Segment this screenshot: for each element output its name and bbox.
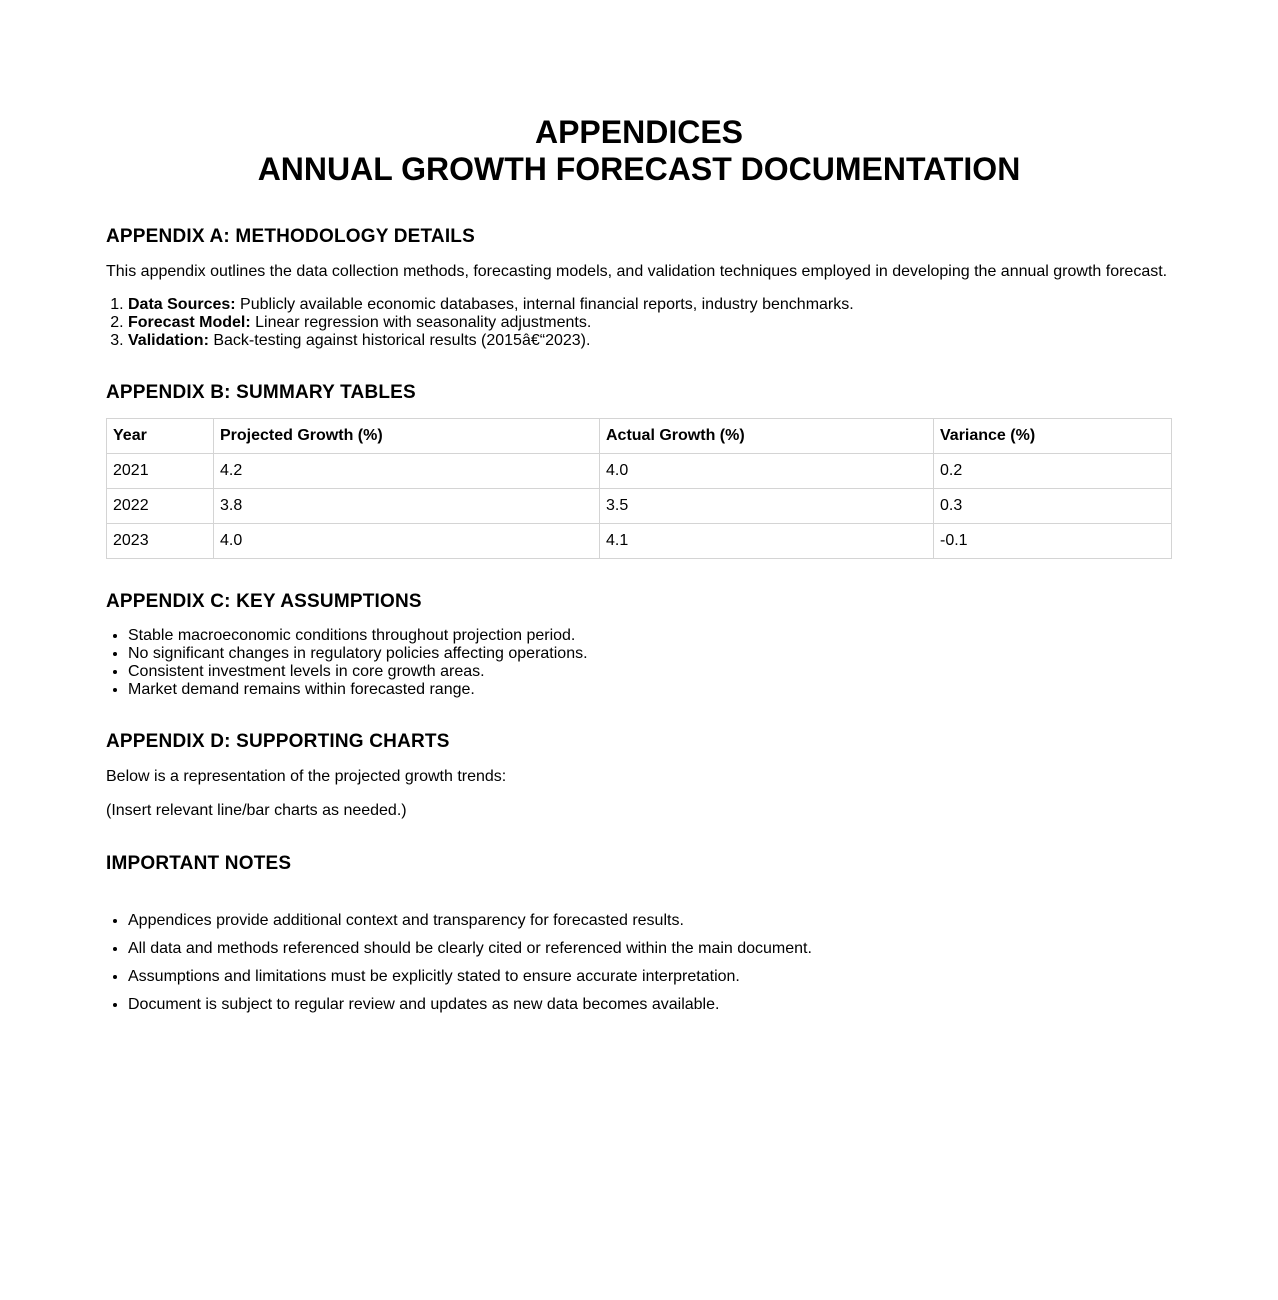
appendix-a-heading: APPENDIX A: METHODOLOGY DETAILS: [106, 226, 475, 247]
table-row: [107, 489, 1172, 524]
column-header-projected-growth: Projected Growth (%): [214, 419, 600, 454]
title-line-2: ANNUAL GROWTH FORECAST DOCUMENTATION: [257, 151, 1021, 187]
appendix-c-section: [106, 591, 1172, 699]
methodology-item-forecast-model: [128, 314, 1172, 332]
column-header-year: Year: [107, 419, 214, 454]
appendix-b-heading: APPENDIX B: SUMMARY TABLES: [106, 382, 416, 403]
cell-variance: 0.3: [934, 489, 1172, 524]
list-item: • Appendices provide additional context and transparency for forecasted results.: [128, 911, 1172, 931]
cell-variance: -0.1: [934, 524, 1172, 559]
cell-projected-growth: 4.0: [214, 524, 600, 559]
appendix-d-heading: APPENDIX D: SUPPORTING CHARTS: [106, 731, 450, 752]
methodology-item-validation: [128, 332, 1172, 350]
appendix-b-section: [106, 382, 1172, 559]
methodology-item-label: Forecast Model:: [128, 314, 251, 331]
methodology-list: [106, 296, 1172, 350]
cell-actual-growth: 4.0: [600, 454, 934, 489]
list-item: • No significant changes in regulatory policies affecting operations.: [128, 645, 1172, 663]
summary-table: [106, 418, 1172, 559]
methodology-item-text: Linear regression with seasonality adjustments.: [250, 314, 592, 331]
list-item: • All data and methods referenced should be clearly cited or referenced within the main document.: [128, 939, 1172, 959]
methodology-item-label: Validation:: [128, 332, 209, 349]
appendix-d-section: [106, 731, 1172, 821]
title-line-1: APPENDICES: [534, 114, 744, 150]
list-item: • Stable macroeconomic conditions throughout projection period.: [128, 627, 1172, 645]
cell-year: 2021: [107, 454, 214, 489]
list-item: • Document is subject to regular review and updates as new data becomes available.: [128, 995, 1172, 1015]
cell-year: 2023: [107, 524, 214, 559]
appendix-a-intro: This appendix outlines the data collection methods, forecasting models, and validation techniques employed in developing the annual growth forecast.: [106, 263, 1168, 280]
notes-list: [106, 911, 1172, 1015]
appendix-d-text-2: (Insert relevant line/bar charts as needed.): [106, 802, 407, 819]
important-notes-section: [106, 853, 1172, 1015]
methodology-item-data-sources: [128, 296, 1172, 314]
appendix-d-text-1: Below is a representation of the projected growth trends:: [106, 768, 507, 785]
list-item: • Market demand remains within forecasted range.: [128, 681, 1172, 699]
methodology-item-label: Data Sources:: [128, 296, 236, 313]
appendix-a-section: [106, 226, 1172, 350]
column-header-variance: Variance (%): [934, 419, 1172, 454]
cell-year: 2022: [107, 489, 214, 524]
important-notes-heading: IMPORTANT NOTES: [106, 853, 292, 874]
cell-variance: 0.2: [934, 454, 1172, 489]
methodology-item-text: Publicly available economic databases, internal financial reports, industry benchmarks.: [235, 296, 854, 313]
cell-projected-growth: 4.2: [214, 454, 600, 489]
methodology-item-text: Back-testing against historical results (2015â€“2023).: [208, 332, 591, 349]
document-title: [106, 114, 1172, 188]
cell-actual-growth: 4.1: [600, 524, 934, 559]
table-row: [107, 454, 1172, 489]
assumptions-list: [106, 627, 1172, 699]
list-item: • Assumptions and limitations must be explicitly stated to ensure accurate interpretation.: [128, 967, 1172, 987]
column-header-actual-growth: Actual Growth (%): [600, 419, 934, 454]
table-header-row: [107, 419, 1172, 454]
cell-actual-growth: 3.5: [600, 489, 934, 524]
list-item: • Consistent investment levels in core growth areas.: [128, 663, 1172, 681]
cell-projected-growth: 3.8: [214, 489, 600, 524]
table-row: [107, 524, 1172, 559]
appendix-c-heading: APPENDIX C: KEY ASSUMPTIONS: [106, 591, 422, 612]
